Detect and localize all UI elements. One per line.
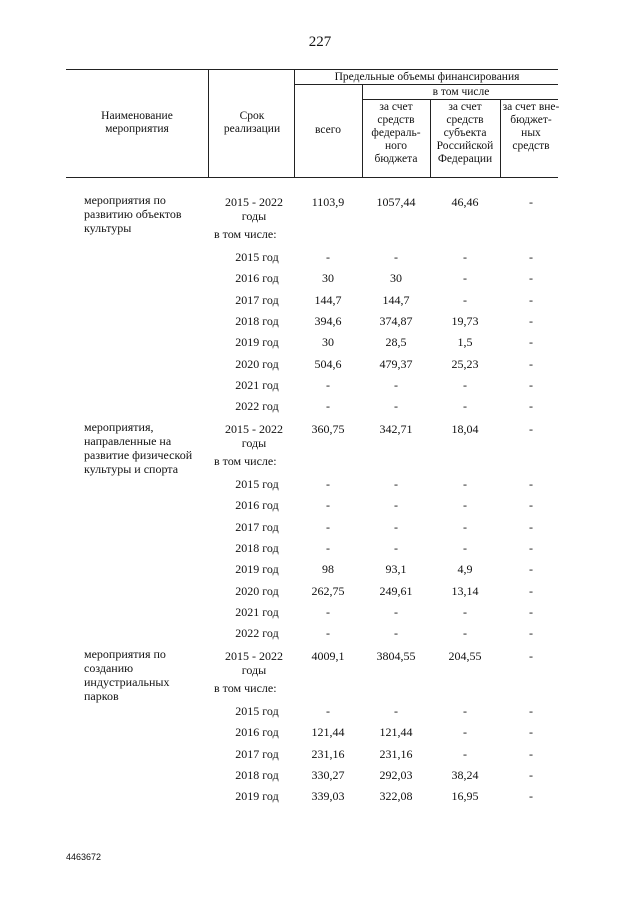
table-row bbox=[0, 333, 640, 351]
table-row bbox=[0, 355, 640, 373]
cell-value: - bbox=[529, 562, 533, 577]
cell-value: 249,61 bbox=[379, 583, 413, 598]
cell-value: - bbox=[529, 704, 533, 718]
period-value: 3804,55 bbox=[376, 649, 416, 663]
year-label: 2019 год bbox=[235, 789, 279, 804]
cell-value: - bbox=[326, 399, 330, 414]
cell-value: - bbox=[394, 519, 398, 534]
header-extra: за счет вне-бюджет-ных средств bbox=[502, 101, 560, 152]
table-row bbox=[0, 539, 640, 557]
cell-value: 330,27 bbox=[311, 767, 345, 782]
col-divider-1 bbox=[208, 69, 209, 177]
cell-value: - bbox=[529, 746, 533, 761]
cell-value: 93,1 bbox=[385, 562, 407, 577]
funding-title-rule bbox=[294, 84, 558, 85]
year-label: 2016 год bbox=[235, 725, 279, 740]
document-code: 4463672 bbox=[66, 852, 102, 862]
header-subject: за счет средств субъекта Российской Федерации bbox=[436, 101, 494, 165]
cell-value: - bbox=[529, 271, 533, 286]
table-row bbox=[0, 291, 640, 309]
cell-value: - bbox=[529, 498, 533, 513]
including-label: в том числе: bbox=[214, 454, 277, 468]
cell-value: - bbox=[326, 540, 330, 555]
table-row bbox=[0, 723, 640, 741]
cell-value: - bbox=[529, 789, 533, 804]
cell-value: - bbox=[463, 250, 467, 264]
including-label: в том числе: bbox=[214, 227, 277, 241]
cell-value: 38,24 bbox=[451, 767, 479, 782]
header-total: всего bbox=[315, 124, 341, 136]
cell-value: 30 bbox=[322, 335, 334, 350]
period-value: 360,75 bbox=[311, 422, 345, 436]
year-label: 2020 год bbox=[235, 356, 279, 371]
cell-value: - bbox=[463, 604, 467, 619]
year-label: 2018 год bbox=[235, 313, 279, 328]
cell-value: - bbox=[463, 477, 467, 491]
cell-value: - bbox=[394, 604, 398, 619]
cell-value: - bbox=[394, 498, 398, 513]
year-label: 2017 год bbox=[235, 519, 279, 534]
period-value: - bbox=[529, 422, 533, 436]
cell-value: - bbox=[529, 377, 533, 392]
cell-value: - bbox=[529, 540, 533, 555]
cell-value: - bbox=[529, 399, 533, 414]
table-row bbox=[0, 582, 640, 600]
cell-value: - bbox=[463, 746, 467, 761]
cell-value: - bbox=[326, 477, 330, 491]
table-row bbox=[0, 312, 640, 330]
cell-value: 144,7 bbox=[314, 292, 342, 307]
col-divider-4 bbox=[430, 99, 431, 177]
year-label: 2022 год bbox=[235, 626, 279, 641]
cell-value: 25,23 bbox=[451, 356, 479, 371]
section-name: мероприятия по развитию объектов культуры bbox=[84, 193, 182, 235]
cell-value: 28,5 bbox=[385, 335, 407, 350]
cell-value: - bbox=[394, 540, 398, 555]
cell-value: 121,44 bbox=[311, 725, 345, 740]
cell-value: - bbox=[394, 626, 398, 641]
table-row bbox=[0, 624, 640, 642]
period-value: 18,04 bbox=[451, 422, 479, 436]
year-label: 2019 год bbox=[235, 562, 279, 577]
period-value: 4009,1 bbox=[311, 649, 345, 663]
cell-value: 121,44 bbox=[379, 725, 413, 740]
cell-value: 144,7 bbox=[382, 292, 410, 307]
cell-value: - bbox=[529, 292, 533, 307]
cell-value: 479,37 bbox=[379, 356, 413, 371]
section-name: мероприятия, направленные на развитие физической культуры и спорта bbox=[84, 420, 193, 476]
table-row bbox=[0, 787, 640, 805]
table-row bbox=[0, 376, 640, 394]
cell-value: 322,08 bbox=[379, 789, 413, 804]
year-label: 2019 год bbox=[235, 335, 279, 350]
cell-value: - bbox=[394, 377, 398, 392]
period-value: - bbox=[529, 195, 533, 209]
cell-value: - bbox=[529, 519, 533, 534]
cell-value: 292,03 bbox=[379, 767, 413, 782]
cell-value: - bbox=[529, 335, 533, 350]
cell-value: - bbox=[529, 583, 533, 598]
cell-value: - bbox=[394, 399, 398, 414]
cell-value: - bbox=[463, 540, 467, 555]
table-row bbox=[0, 702, 640, 720]
cell-value: - bbox=[394, 250, 398, 264]
cell-value: - bbox=[463, 498, 467, 513]
period-value: - bbox=[529, 649, 533, 663]
cell-value: 394,6 bbox=[314, 313, 342, 328]
cell-value: 231,16 bbox=[379, 746, 413, 761]
cell-value: - bbox=[326, 704, 330, 718]
col-divider-3 bbox=[362, 84, 363, 177]
cell-value: - bbox=[463, 704, 467, 718]
cell-value: - bbox=[463, 399, 467, 414]
year-label: 2020 год bbox=[235, 583, 279, 598]
header-federal: за счет средств федераль-ного бюджета bbox=[371, 101, 421, 165]
year-label: 2015 год bbox=[235, 704, 279, 718]
cell-value: - bbox=[326, 604, 330, 619]
period-value: 342,71 bbox=[379, 422, 413, 436]
year-label: 2018 год bbox=[235, 540, 279, 555]
year-label: 2015 год bbox=[235, 477, 279, 491]
page-number: 227 bbox=[308, 34, 332, 50]
table-row bbox=[0, 496, 640, 514]
table-row bbox=[0, 269, 640, 287]
cell-value: 98 bbox=[322, 562, 334, 577]
year-label: 2016 год bbox=[235, 498, 279, 513]
cell-value: 19,73 bbox=[451, 313, 479, 328]
table-top-rule bbox=[66, 69, 558, 70]
cell-value: 1,5 bbox=[457, 335, 473, 350]
cell-value: - bbox=[326, 377, 330, 392]
table-row bbox=[0, 397, 640, 415]
year-label: 2015 год bbox=[235, 250, 279, 264]
cell-value: 339,03 bbox=[311, 789, 345, 804]
cell-value: - bbox=[394, 477, 398, 491]
table-row bbox=[0, 766, 640, 784]
cell-value: 4,9 bbox=[457, 562, 473, 577]
cell-value: - bbox=[529, 477, 533, 491]
cell-value: - bbox=[463, 271, 467, 286]
cell-value: - bbox=[394, 704, 398, 718]
cell-value: - bbox=[529, 604, 533, 619]
cell-value: 30 bbox=[322, 271, 334, 286]
col-divider-5 bbox=[500, 99, 501, 177]
cell-value: - bbox=[463, 292, 467, 307]
cell-value: - bbox=[463, 725, 467, 740]
period-value: 46,46 bbox=[451, 195, 479, 209]
cell-value: 30 bbox=[390, 271, 402, 286]
cell-value: - bbox=[529, 767, 533, 782]
table-row bbox=[0, 560, 640, 578]
header-term-col: Срок реализации bbox=[223, 110, 281, 135]
cell-value: - bbox=[326, 519, 330, 534]
header-name-col: Наименование мероприятия bbox=[101, 110, 173, 135]
cell-value: - bbox=[463, 377, 467, 392]
cell-value: 262,75 bbox=[311, 583, 345, 598]
period-value: 1057,44 bbox=[376, 195, 416, 209]
table-row bbox=[0, 745, 640, 763]
table-row bbox=[0, 248, 640, 266]
cell-value: - bbox=[529, 626, 533, 641]
cell-value: - bbox=[463, 626, 467, 641]
header-including: в том числе bbox=[432, 86, 490, 98]
cell-value: 231,16 bbox=[311, 746, 345, 761]
cell-value: - bbox=[326, 250, 330, 264]
cell-value: - bbox=[529, 725, 533, 740]
cell-value: - bbox=[326, 498, 330, 513]
year-label: 2016 год bbox=[235, 271, 279, 286]
period-value: 1103,9 bbox=[311, 195, 345, 209]
table-row bbox=[0, 475, 640, 493]
period-label: 2015 - 2022 годы bbox=[225, 649, 283, 677]
period-label: 2015 - 2022 годы bbox=[225, 195, 283, 223]
year-label: 2017 год bbox=[235, 292, 279, 307]
year-label: 2021 год bbox=[235, 604, 279, 619]
cell-value: - bbox=[529, 356, 533, 371]
cell-value: - bbox=[463, 519, 467, 534]
col-divider-2 bbox=[294, 69, 295, 177]
section-name: мероприятия по созданию индустриальных парков bbox=[84, 647, 170, 703]
header-funding-title: Предельные объемы финансирования bbox=[334, 71, 520, 83]
year-label: 2017 год bbox=[235, 746, 279, 761]
period-value: 204,55 bbox=[448, 649, 482, 663]
year-label: 2018 год bbox=[235, 767, 279, 782]
period-label: 2015 - 2022 годы bbox=[225, 422, 283, 450]
including-rule bbox=[362, 99, 558, 100]
year-label: 2022 год bbox=[235, 399, 279, 414]
table-row bbox=[0, 603, 640, 621]
including-label: в том числе: bbox=[214, 681, 277, 695]
table-row bbox=[0, 518, 640, 536]
cell-value: - bbox=[529, 250, 533, 264]
cell-value: - bbox=[326, 626, 330, 641]
cell-value: 374,87 bbox=[379, 313, 413, 328]
header-bottom-rule bbox=[66, 177, 558, 178]
cell-value: 16,95 bbox=[451, 789, 479, 804]
cell-value: - bbox=[529, 313, 533, 328]
year-label: 2021 год bbox=[235, 377, 279, 392]
cell-value: 13,14 bbox=[451, 583, 479, 598]
cell-value: 504,6 bbox=[314, 356, 342, 371]
